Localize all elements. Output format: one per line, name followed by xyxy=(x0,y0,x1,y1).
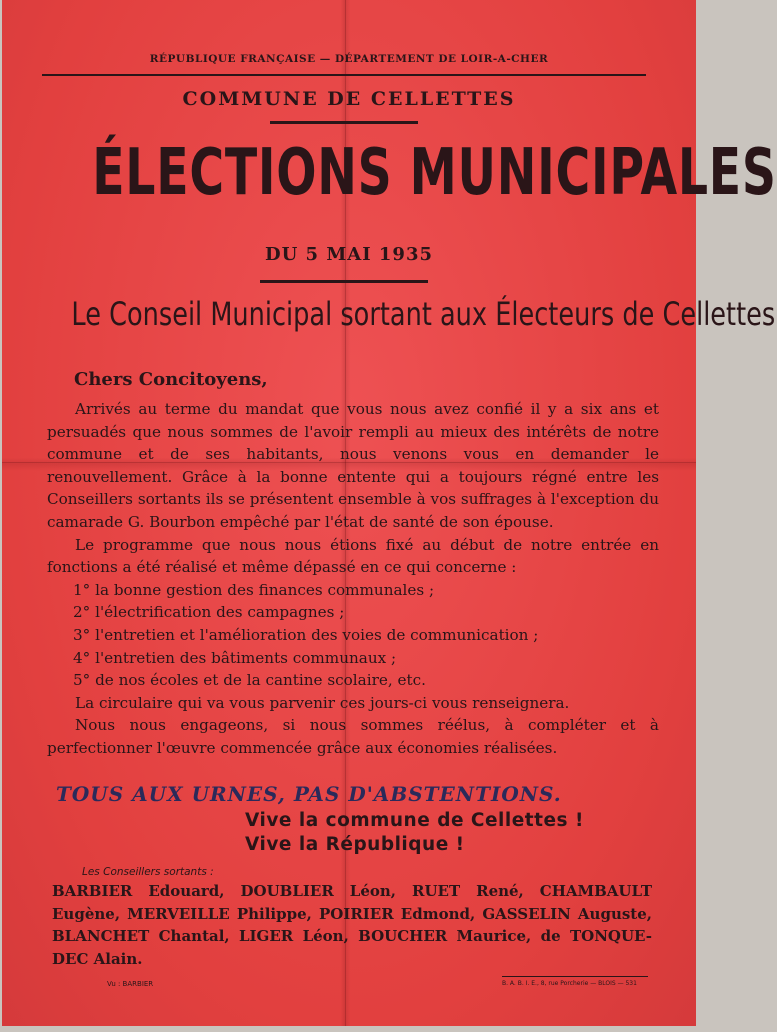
programme-item: 5° de nos écoles et de la cantine scolaire, etc. xyxy=(73,671,426,690)
signatories-names: BARBIER Edouard, DOUBLIER Léon, RUET René, CHAMBAULT Eugène, MERVEILLE Philippe, POIRIER Edmond, GASSELIN Auguste, BLANCHET Chantal, LIGER Léon, BOUCHER Maurice, de TONQUE-DEC Alain. xyxy=(52,882,652,968)
programme-item: 3° l'entretien et l'amélioration des voies de communication ; xyxy=(73,625,539,644)
poster-title: ÉLECTIONS MUNICIPALES xyxy=(92,136,777,210)
imprint-rule xyxy=(502,976,648,977)
paragraph-programme: Le programme que nous nous étions fixé au début de notre entrée en fonctions a été réalisé et même dépassé en ce qui concerne : xyxy=(47,535,659,577)
programme-item: 1° la bonne gestion des finances communales ; xyxy=(73,580,435,599)
commune-name: COMMUNE DE CELLETTES xyxy=(182,88,516,110)
letter-body xyxy=(47,398,659,760)
election-date: DU 5 MAI 1935 xyxy=(264,244,434,265)
election-poster xyxy=(2,0,777,1026)
vive-republique: Vive la République ! xyxy=(245,834,465,855)
poster-subtitle: Le Conseil Municipal sortant aux Électeurs de Cellettes xyxy=(71,295,776,333)
vive-commune: Vive la commune de Cellettes ! xyxy=(245,810,584,831)
header-rule xyxy=(42,74,646,76)
paragraph-mandate: Arrivés au terme du mandat que vous nous avez confié il y a six ans et persuadés que nous sommes de l'avoir rempli au mieux des intérêts de notre commune et de ses habitants, nous venons vous en demander le renouvellement. Grâce à la bonne entente qui a toujours régné entre les Conseillers sortants ils se présentent ensemble à vos suffrages à l'exception du camarade G. Bourbon empêché par l'état de santé de son épouse. xyxy=(47,400,659,531)
republic-department-line: RÉPUBLIQUE FRANÇAISE — DÉPARTEMENT DE LOIR-A-CHER xyxy=(149,53,549,65)
paragraph-commitment: Nous nous engageons, si nous sommes réélus, à compléter et à perfectionner l'œuvre commencée grâce aux économies réalisées. xyxy=(47,716,659,757)
signatories-label: Les Conseillers sortants : xyxy=(82,866,214,878)
programme-item: 2° l'électrification des campagnes ; xyxy=(73,603,345,622)
slogan: TOUS AUX URNES, PAS D'ABSTENTIONS. xyxy=(56,782,562,806)
imprint-approval: Vu : BARBIER xyxy=(107,980,154,988)
date-rule xyxy=(260,280,428,283)
commune-rule xyxy=(270,121,418,124)
greeting: Chers Concitoyens, xyxy=(74,369,268,390)
paragraph-circular: La circulaire qui va vous parvenir ces jours-ci vous renseignera. xyxy=(75,693,570,712)
programme-item: 4° l'entretien des bâtiments communaux ; xyxy=(73,648,397,667)
imprint-printer: B. A. B. I. E., 8, rue Porcherie — BLOIS — 531 xyxy=(502,980,637,987)
